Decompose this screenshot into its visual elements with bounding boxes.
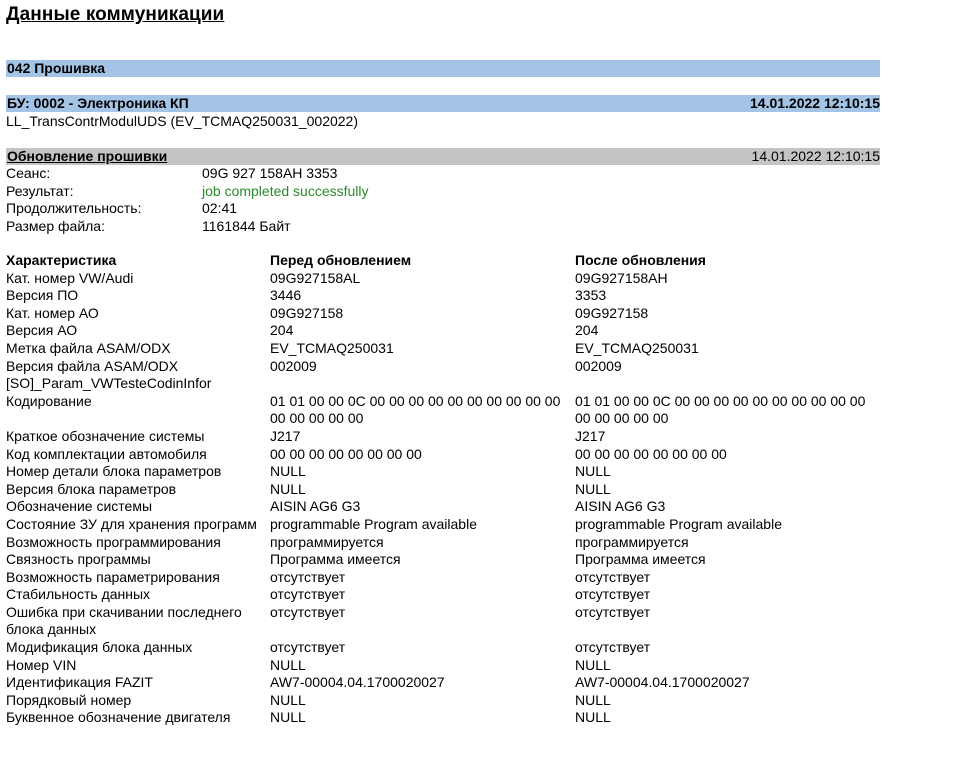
table-row [6, 463, 878, 481]
field-label: Размер файла: [6, 217, 105, 234]
cell-characteristic: Буквенное обозначение двигателя [6, 709, 231, 726]
cell-after: NULL [575, 480, 611, 497]
table-row [6, 375, 878, 393]
table-row [6, 446, 878, 464]
cell-characteristic: Кодирование [6, 392, 92, 409]
cell-before: 09G927158 [270, 304, 344, 321]
table-header-row [6, 252, 878, 270]
field-label: Продолжительность: [6, 200, 142, 217]
flash-update-title: Обновление прошивки [7, 148, 168, 164]
cell-characteristic: Кат. номер АО [6, 304, 99, 321]
table-row [6, 674, 878, 692]
section-header [6, 60, 880, 77]
table-row [6, 428, 878, 446]
table-row [6, 340, 878, 358]
table-row [6, 586, 878, 604]
cell-before: NULL [270, 656, 306, 673]
cell-characteristic: Код комплектации автомобиля [6, 445, 207, 462]
column-header-after: После обновления [575, 252, 706, 268]
field-result [6, 183, 880, 201]
cell-characteristic: Модификация блока данных [6, 639, 193, 656]
field-duration [6, 200, 880, 218]
ecu-title: БУ: 0002 - Электроника КП [7, 95, 189, 111]
cell-characteristic: Идентификация FAZIT [6, 674, 153, 691]
cell-after: 01 01 00 00 0C 00 00 00 00 00 00 00 00 00 00 00 00 00 00 00 [575, 392, 866, 427]
cell-characteristic: Возможность программирования [6, 533, 221, 550]
cell-characteristic: Ошибка при скачивании последнего блока данных [6, 603, 242, 638]
cell-characteristic: Версия ПО [6, 287, 79, 304]
cell-before: EV_TCMAQ250031 [270, 339, 394, 356]
table-row [6, 569, 878, 587]
field-label: Сеанс: [6, 165, 51, 181]
table-row [6, 551, 878, 569]
cell-before: AISIN AG6 G3 [270, 498, 361, 515]
cell-after: 09G927158AH [575, 269, 668, 286]
cell-after: AISIN AG6 G3 [575, 498, 666, 515]
field-session [6, 165, 880, 183]
cell-before: Программа имеется [270, 551, 401, 568]
cell-before: NULL [270, 691, 306, 708]
table-row [6, 657, 878, 675]
parameters-table-body [6, 270, 878, 727]
field-value: 02:41 [202, 200, 238, 217]
cell-characteristic: Версия блока параметров [6, 480, 177, 497]
ecu-module: LL_TransContrModulUDS (EV_TCMAQ250031_002022) [6, 113, 358, 129]
cell-before: 01 01 00 00 0C 00 00 00 00 00 00 00 00 00 00 00 00 00 00 00 [270, 392, 561, 427]
cell-after: NULL [575, 463, 611, 480]
table-row [6, 287, 878, 305]
column-header-before: Перед обновлением [270, 252, 412, 268]
table-row [6, 534, 878, 552]
cell-after: отсутствует [575, 603, 651, 620]
ecu-header [6, 95, 880, 112]
cell-before: отсутствует [270, 603, 346, 620]
cell-before: NULL [270, 709, 306, 726]
cell-characteristic: Версия файла ASAM/ODX [6, 357, 179, 374]
cell-after: AW7-00004.04.1700020027 [575, 674, 750, 691]
section-title: 042 Прошивка [7, 60, 106, 76]
cell-characteristic: Кат. номер VW/Audi [6, 269, 134, 286]
table-row [6, 498, 878, 516]
cell-after: EV_TCMAQ250031 [575, 339, 699, 356]
flash-update-fields [6, 165, 880, 235]
table-row [6, 393, 878, 428]
table-row [6, 709, 878, 727]
cell-after: отсутствует [575, 639, 651, 656]
parameters-table [6, 252, 878, 727]
cell-after: 204 [575, 322, 599, 339]
cell-before: отсутствует [270, 639, 346, 656]
field-label: Результат: [6, 182, 74, 199]
cell-after: отсутствует [575, 586, 651, 603]
cell-before: J217 [270, 427, 301, 444]
table-row [6, 481, 878, 499]
cell-characteristic: Номер детали блока параметров [6, 463, 222, 480]
cell-characteristic: Обозначение системы [6, 498, 153, 515]
result-status: job completed successfully [202, 182, 369, 199]
cell-characteristic: [SO]_Param_VWTesteCodinInfor [6, 375, 212, 392]
cell-after: NULL [575, 691, 611, 708]
cell-after: 002009 [575, 357, 622, 374]
cell-after: программируется [575, 533, 689, 550]
flash-update-timestamp: 14.01.2022 12:10:15 [751, 148, 880, 164]
page-title: Данные коммуникации [6, 4, 225, 25]
cell-after: J217 [575, 427, 606, 444]
cell-before: NULL [270, 463, 306, 480]
table-row [6, 639, 878, 657]
cell-after [575, 375, 878, 393]
cell-characteristic: Связность программы [6, 551, 151, 568]
table-row [6, 358, 878, 376]
cell-before: 00 00 00 00 00 00 00 00 [270, 445, 422, 462]
cell-after: NULL [575, 656, 611, 673]
column-header-characteristic: Характеристика [6, 252, 117, 268]
table-row [6, 692, 878, 710]
cell-before: 3446 [270, 287, 302, 304]
cell-characteristic: Номер VIN [6, 656, 77, 673]
table-row [6, 305, 878, 323]
cell-after: 09G927158 [575, 304, 649, 321]
cell-characteristic: Версия АО [6, 322, 78, 339]
cell-before: 204 [270, 322, 294, 339]
cell-after: 3353 [575, 287, 607, 304]
table-row [6, 322, 878, 340]
cell-characteristic: Состояние ЗУ для хранения программ [6, 515, 257, 532]
field-file-size [6, 218, 880, 236]
cell-characteristic: Порядковый номер [6, 691, 132, 708]
table-row [6, 516, 878, 534]
cell-characteristic: Стабильность данных [6, 586, 151, 603]
cell-after: отсутствует [575, 568, 651, 585]
cell-after: 00 00 00 00 00 00 00 00 [575, 445, 727, 462]
flash-update-header [6, 148, 880, 165]
cell-before: 09G927158AL [270, 269, 361, 286]
table-row [6, 604, 878, 639]
cell-after: Программа имеется [575, 551, 706, 568]
cell-before: отсутствует [270, 568, 346, 585]
field-value: 1161844 Байт [202, 217, 291, 234]
cell-characteristic: Краткое обозначение системы [6, 427, 205, 444]
cell-before: AW7-00004.04.1700020027 [270, 674, 445, 691]
field-value: 09G 927 158AH 3353 [202, 165, 338, 181]
cell-before: программируется [270, 533, 384, 550]
cell-before: NULL [270, 480, 306, 497]
cell-characteristic: Возможность параметрирования [6, 568, 220, 585]
cell-before: programmable Program available [270, 515, 477, 532]
ecu-timestamp: 14.01.2022 12:10:15 [750, 95, 880, 111]
cell-characteristic: Метка файла ASAM/ODX [6, 339, 171, 356]
cell-before: 002009 [270, 357, 317, 374]
table-row [6, 270, 878, 288]
cell-after: programmable Program available [575, 515, 782, 532]
cell-before [270, 375, 575, 393]
cell-after: NULL [575, 709, 611, 726]
cell-before: отсутствует [270, 586, 346, 603]
